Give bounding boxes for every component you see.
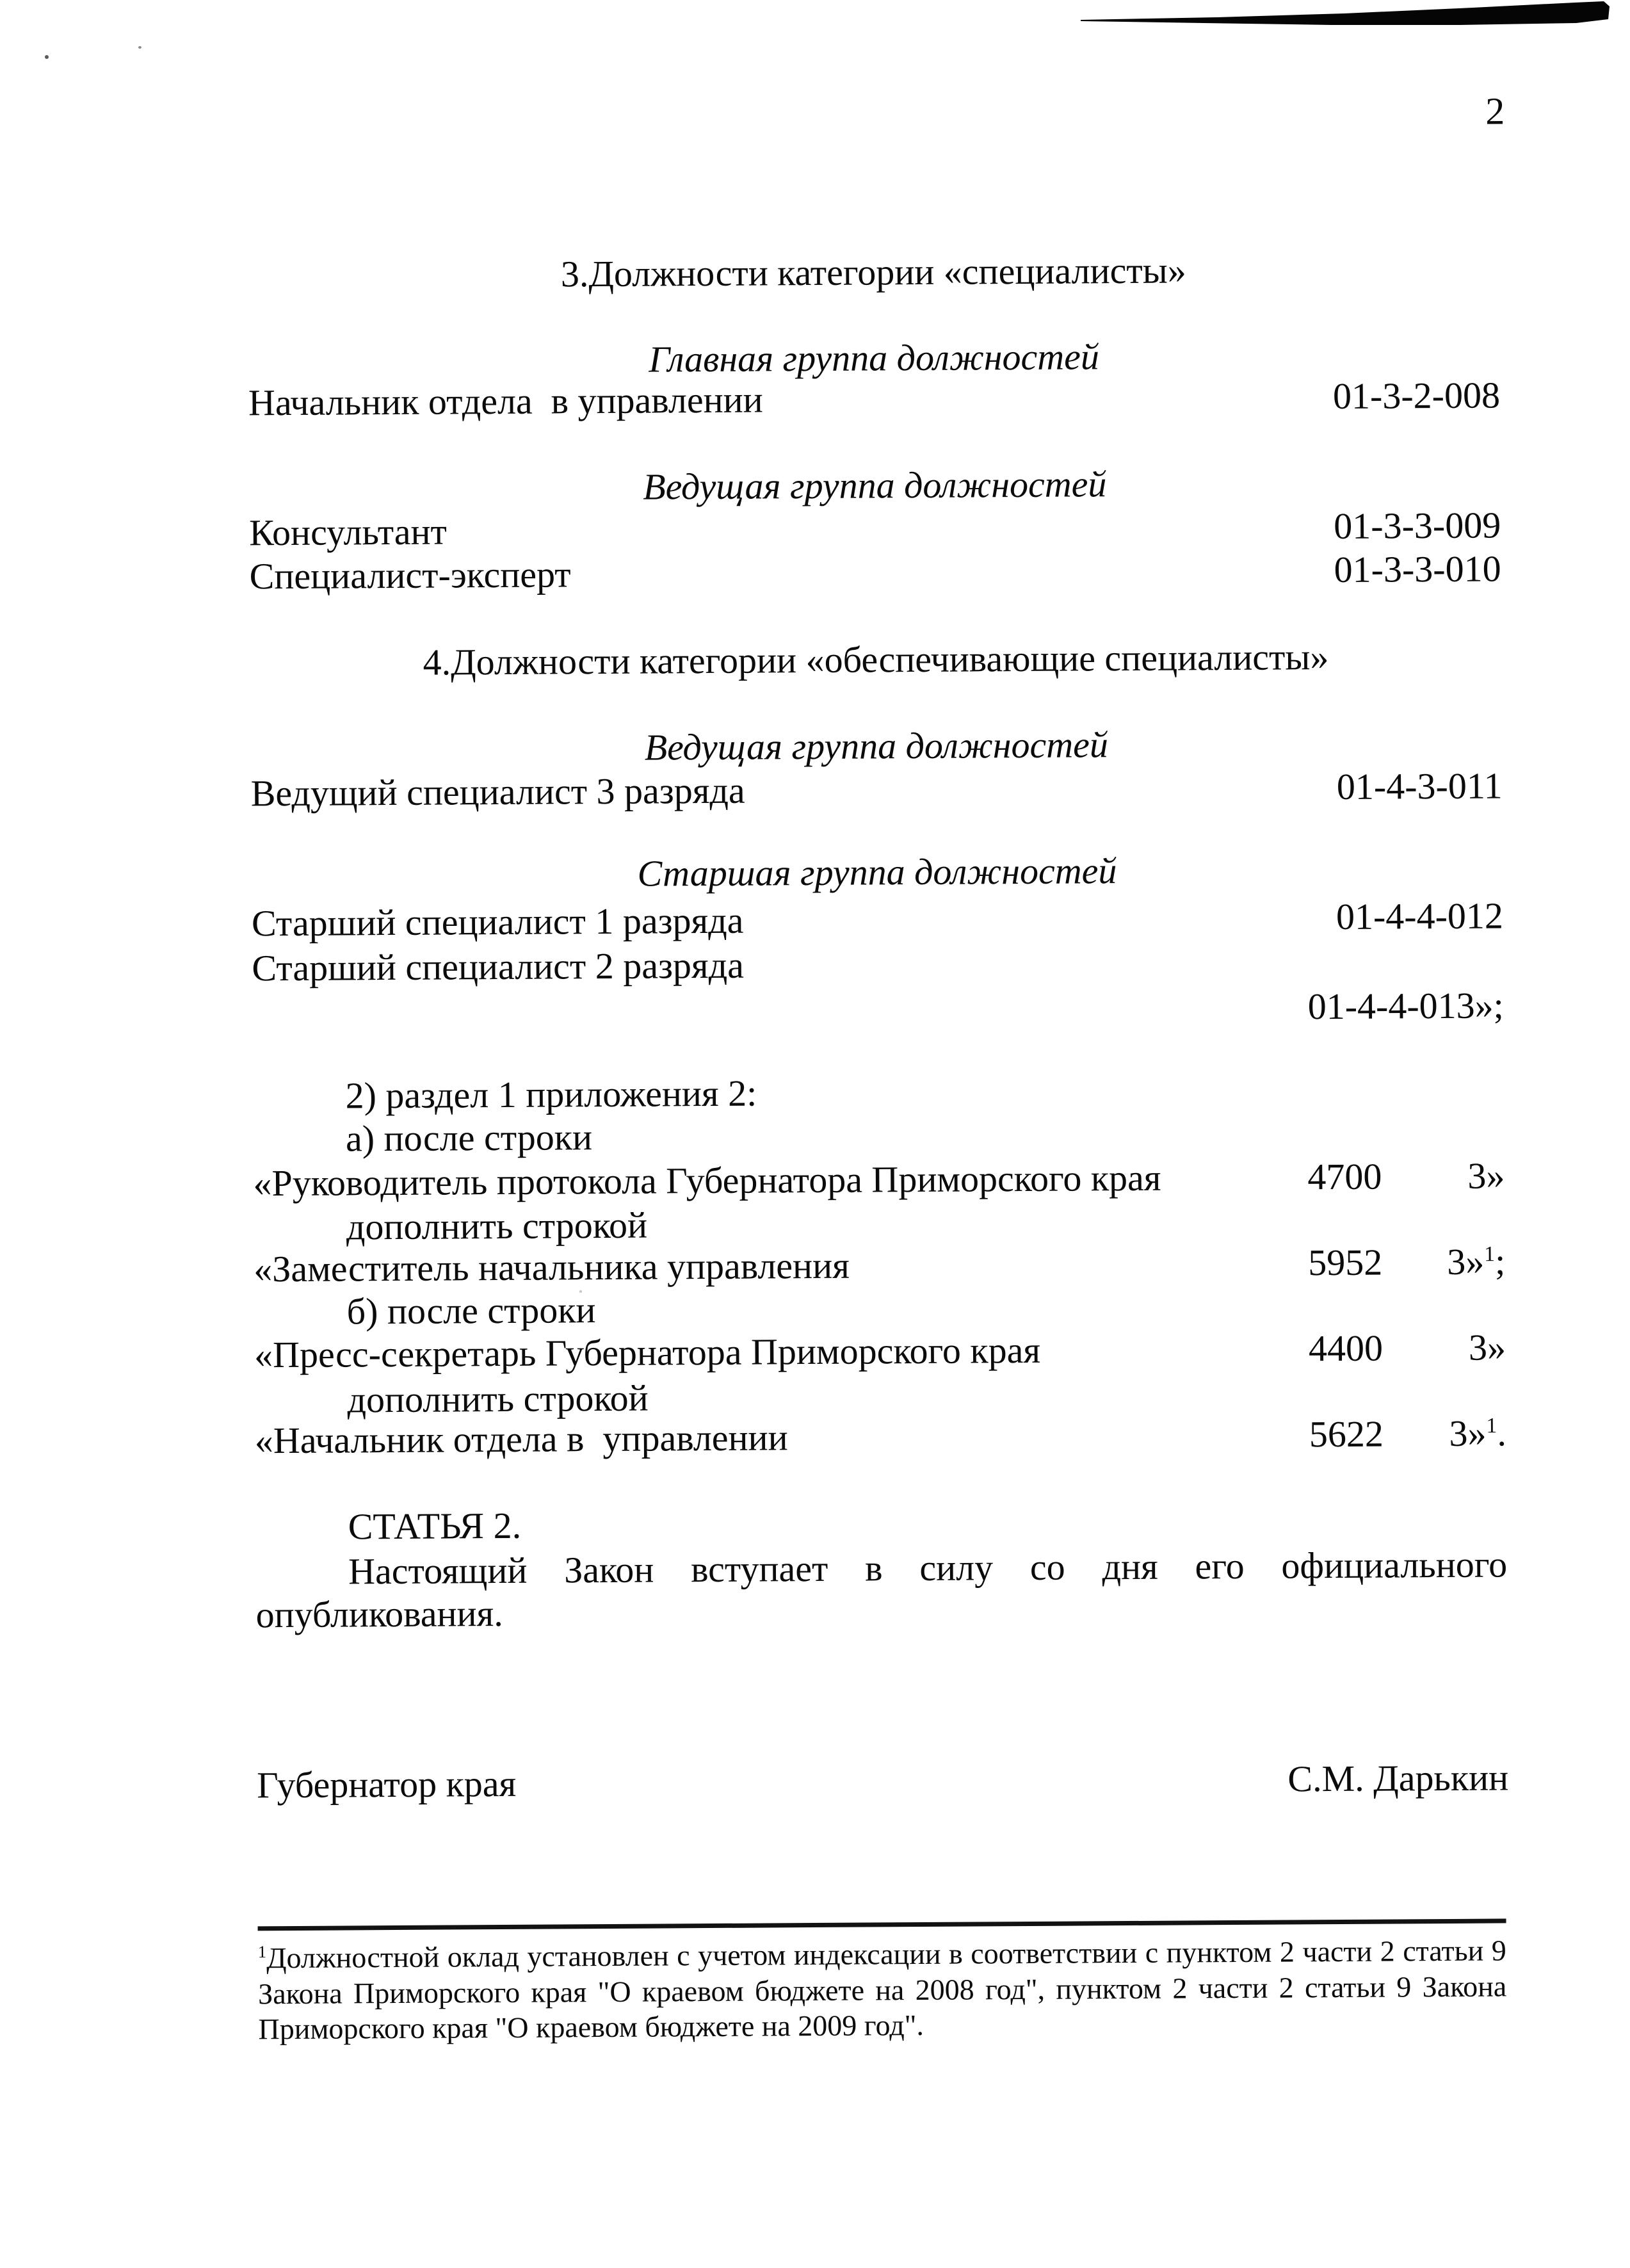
add-row-note: дополнить строкой [346, 1204, 648, 1248]
grade-text: 3» [1449, 1412, 1487, 1454]
position-label: Специалист-эксперт [249, 553, 571, 597]
position-code [1330, 973, 1503, 974]
salary-row-label: «Руководитель протокола Губернатора Приморского края [253, 1156, 1161, 1204]
section-4-title: 4.Должности категории «обеспечивающие специалисты» [423, 636, 1329, 683]
position-row [252, 894, 1503, 945]
page-number: 2 [1485, 90, 1505, 133]
amendment-item-a: а) после строки [345, 1116, 593, 1160]
salary-row [253, 1154, 1505, 1205]
position-code: 01-4-4-012 [1335, 895, 1504, 938]
position-label: Ведущий специалист 3 разряда [250, 769, 745, 814]
salary-row [254, 1325, 1506, 1377]
add-row-note: дополнить строкой [347, 1377, 649, 1421]
footnote-text: Должностной оклад установлен с учетом индексации в соответствии с пунктом 2 части 2 статьи 9 [266, 1934, 1506, 1975]
position-code: 01-4-3-011 [1336, 765, 1503, 808]
article-2-text-line-1: Настоящий Закон вступает в силу со дня его официального [348, 1543, 1508, 1592]
salary-value: 4700 [1307, 1155, 1382, 1198]
footnote-line-3: Приморского края "О краевом бюджете на 2009 год". [258, 2008, 924, 2046]
section-3-title: 3.Должности категории «специалисты» [560, 249, 1186, 295]
group-heading-starshaya: Старшая группа должностей [637, 850, 1117, 895]
signature-row [257, 1756, 1508, 1807]
position-label: Старший специалист 1 разряда [251, 899, 744, 944]
salary-row-label: «Заместитель начальника управления [254, 1244, 850, 1290]
footnote-line-2: Закона Приморского края "О краевом бюджете на 2008 год", пунктом 2 части 2 статьи 9 Закона [258, 1970, 1507, 2011]
signatory-title: Губернатор края [256, 1762, 517, 1806]
salary-value: 5952 [1308, 1241, 1383, 1284]
article-2-text-line-2: опубликования. [255, 1592, 503, 1636]
salary-row-label: «Начальник отдела в управлении [254, 1416, 788, 1462]
trailing-code: 01-4-4-013»; [1307, 984, 1504, 1028]
salary-value: 4400 [1308, 1327, 1384, 1370]
salary-value: 5622 [1309, 1413, 1384, 1455]
grade-tail: ; [1494, 1240, 1506, 1283]
position-code: 01-3-2-008 [1332, 374, 1501, 417]
position-label: Консультант [249, 510, 448, 554]
position-row [251, 764, 1503, 815]
article-2-heading: СТАТЬЯ 2. [348, 1504, 522, 1548]
grade-text: 3» [1468, 1326, 1506, 1368]
position-row [248, 373, 1500, 425]
position-label: Старший специалист 2 разряда [252, 944, 745, 989]
grade-text: 3» [1447, 1240, 1485, 1283]
grade-text: 3» [1467, 1154, 1505, 1197]
footnote-marker: 1 [257, 1941, 267, 1962]
salary-row [255, 1411, 1506, 1462]
grade-value [1382, 1154, 1505, 1198]
signatory-name: С.М. Дарькин [1287, 1756, 1509, 1800]
group-heading-vedushchaya-1: Ведущая группа должностей [643, 463, 1107, 508]
grade-value [1382, 1240, 1505, 1284]
footnote-ref: 1 [1484, 1242, 1496, 1267]
position-row [249, 547, 1501, 598]
position-code: 01-3-3-010 [1334, 547, 1501, 591]
grade-value [1383, 1325, 1506, 1370]
position-row [252, 939, 1503, 990]
footnote-ref: 1 [1486, 1414, 1497, 1438]
amendment-item-b: б) после строки [346, 1289, 596, 1332]
grade-tail: . [1497, 1412, 1507, 1454]
position-row [249, 503, 1501, 555]
group-heading-glavnaya: Главная группа должностей [649, 336, 1100, 380]
amendment-intro: 2) раздел 1 приложения 2: [345, 1072, 757, 1117]
position-label: Начальник отдела в управлении [248, 378, 763, 424]
position-code: 01-3-3-009 [1334, 504, 1501, 547]
grade-value [1384, 1411, 1506, 1455]
salary-row-label: «Пресс-секретарь Губернатора Приморского края [254, 1329, 1041, 1376]
group-heading-vedushchaya-2: Ведущая группа должностей [644, 724, 1109, 768]
